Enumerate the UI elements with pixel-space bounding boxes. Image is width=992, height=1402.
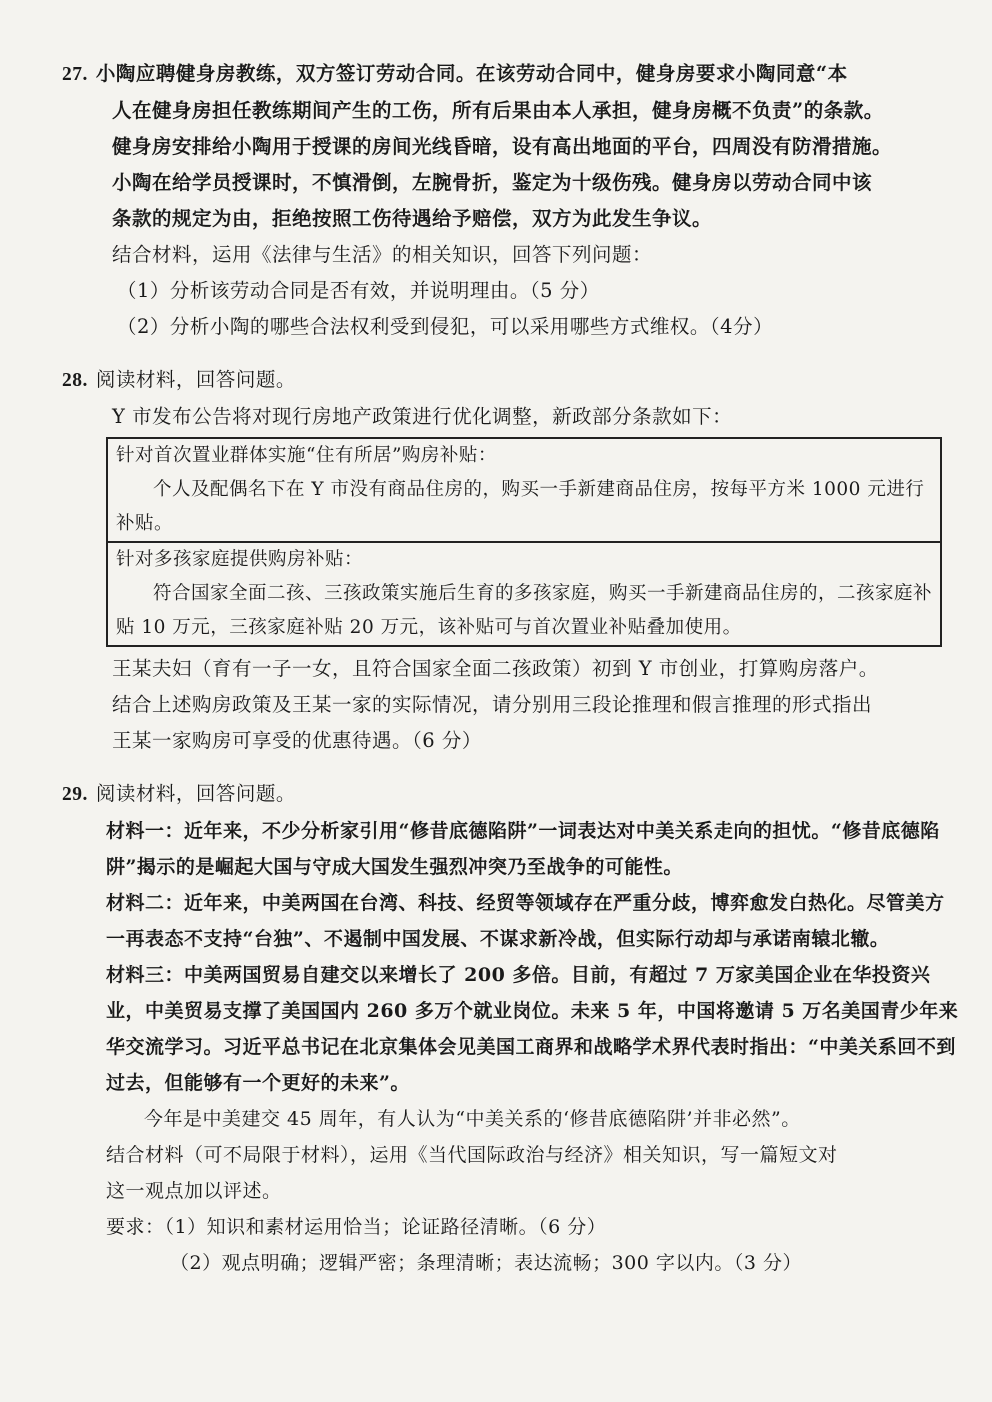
- q27-line-3: 健身房安排给小陶用于授课的房间光线昏暗，设有高出地面的平台，四周没有防滑措施。: [112, 135, 893, 158]
- material-3-text: 中美两国贸易自建交以来增长了 200 多倍。目前，有超过 7 万家美国企业在华投资兴业，中美贸易支撑了美国国内 260 多万个就业岗位。未来 5 年，中国将邀请 5 万名美国青少年来华交流学习。习近平总书记在北京集体会见美国工商界和战略学术界代表时指出：“中美关系回不到过去，但能够有一个更好的未来”。: [106, 964, 959, 1094]
- q29-task-line-2: 这一观点加以评述。: [106, 1180, 282, 1202]
- q29-number: 29.: [62, 784, 88, 805]
- q27-sub-question-2: （2）分析小陶的哪些合法权利受到侵犯，可以采用哪些方式维权。（4分）: [117, 315, 774, 338]
- policy-title-first-home: 针对首次置业群体实施“住有所居”购房补贴：: [116, 445, 497, 466]
- q27-sub-question-1: （1）分析该劳动合同是否有效，并说明理由。（5 分）: [117, 279, 600, 302]
- q27-instruction: 结合材料，运用《法律与生活》的相关知识，回答下列问题：: [112, 243, 653, 266]
- policy-section-multi-child: [108, 541, 940, 645]
- material-2-text: 近年来，中美两国在台湾、科技、经贸等领域存在严重分歧，博弈愈发白热化。尽管美方一再表态不支持“台独”、不遏制中国发展、不谋求新冷战，但实际行动却与承诺南辕北辙。: [106, 892, 945, 950]
- q27-number: 27.: [62, 64, 88, 85]
- q28-after-line-3: 王某一家购房可享受的优惠待遇。（6 分）: [112, 729, 482, 752]
- material-3-label: 材料三：: [106, 964, 185, 986]
- q27-line-2: 人在健身房担任教练期间产生的工伤，所有后果由本人承担，健身房概不负责”的条款。: [112, 99, 884, 122]
- q29-requirement-1: 要求：（1）知识和素材运用恰当；论证路径清晰。（6 分）: [106, 1216, 607, 1238]
- policy-section-first-home: [108, 439, 940, 541]
- q28-number: 28.: [62, 370, 88, 391]
- question-27: [62, 56, 962, 345]
- policy-body-multi-child: 符合国家全面二孩、三孩政策实施后生育的多孩家庭，购买一手新建商品住房的，二孩家庭补贴 10 万元，三孩家庭补贴 20 万元，该补贴可与首次置业补贴叠加使用。: [116, 583, 933, 638]
- material-2: [62, 885, 962, 957]
- policy-body-first-home: 个人及配偶名下在 Y 市没有商品住房的，购买一手新建商品住房，按每平方米 1000 元进行补贴。: [116, 479, 925, 534]
- material-2-label: 材料二：: [106, 892, 185, 914]
- policy-box: [106, 437, 942, 647]
- q27-line-5: 条款的规定为由，拒绝按照工伤待遇给予赔偿，双方为此发生争议。: [112, 207, 713, 230]
- question-28: [62, 362, 962, 759]
- q28-after-line-2: 结合上述购房政策及王某一家的实际情况，请分别用三段论推理和假言推理的形式指出: [112, 693, 873, 716]
- q28-heading: 28. 阅读材料，回答问题。: [62, 362, 962, 399]
- q28-intro: Y 市发布公告将对现行房地产政策进行优化调整，新政部分条款如下：: [112, 405, 733, 428]
- material-1: [62, 813, 962, 885]
- policy-title-multi-child: 针对多孩家庭提供购房补贴：: [116, 549, 364, 570]
- q29-task-line-1: 结合材料（可不局限于材料），运用《当代国际政治与经济》相关知识，写一篇短文对: [106, 1144, 838, 1166]
- q28-after-line-1: 王某夫妇（育有一子一女，且符合国家全面二孩政策）初到 Y 市创业，打算购房落户。: [112, 657, 879, 680]
- q27-line-1: 27. 小陶应聘健身房教练，双方签订劳动合同。在该劳动合同中，健身房要求小陶同意“本: [62, 56, 962, 93]
- q29-heading: 29. 阅读材料，回答问题。: [62, 776, 962, 813]
- material-1-label: 材料一：: [106, 820, 185, 842]
- requirement-label: 要求：: [106, 1216, 165, 1238]
- material-1-text: 近年来，不少分析家引用“修昔底德陷阱”一词表达对中美关系走向的担忧。“修昔底德陷阱”揭示的是崛起大国与守成大国发生强烈冲突乃至战争的可能性。: [106, 820, 940, 878]
- question-29: [62, 776, 962, 1281]
- q29-requirement-2: （2）观点明确；逻辑严密；条理清晰；表达流畅；300 字以内。（3 分）: [170, 1252, 803, 1274]
- material-3: [62, 957, 962, 1101]
- q27-line-4: 小陶在给学员授课时，不慎滑倒，左腕骨折，鉴定为十级伤残。健身房以劳动合同中该: [112, 171, 873, 194]
- q29-paragraph: 今年是中美建交 45 周年，有人认为“中美关系的‘修昔底德陷阱’并非必然”。: [144, 1108, 801, 1130]
